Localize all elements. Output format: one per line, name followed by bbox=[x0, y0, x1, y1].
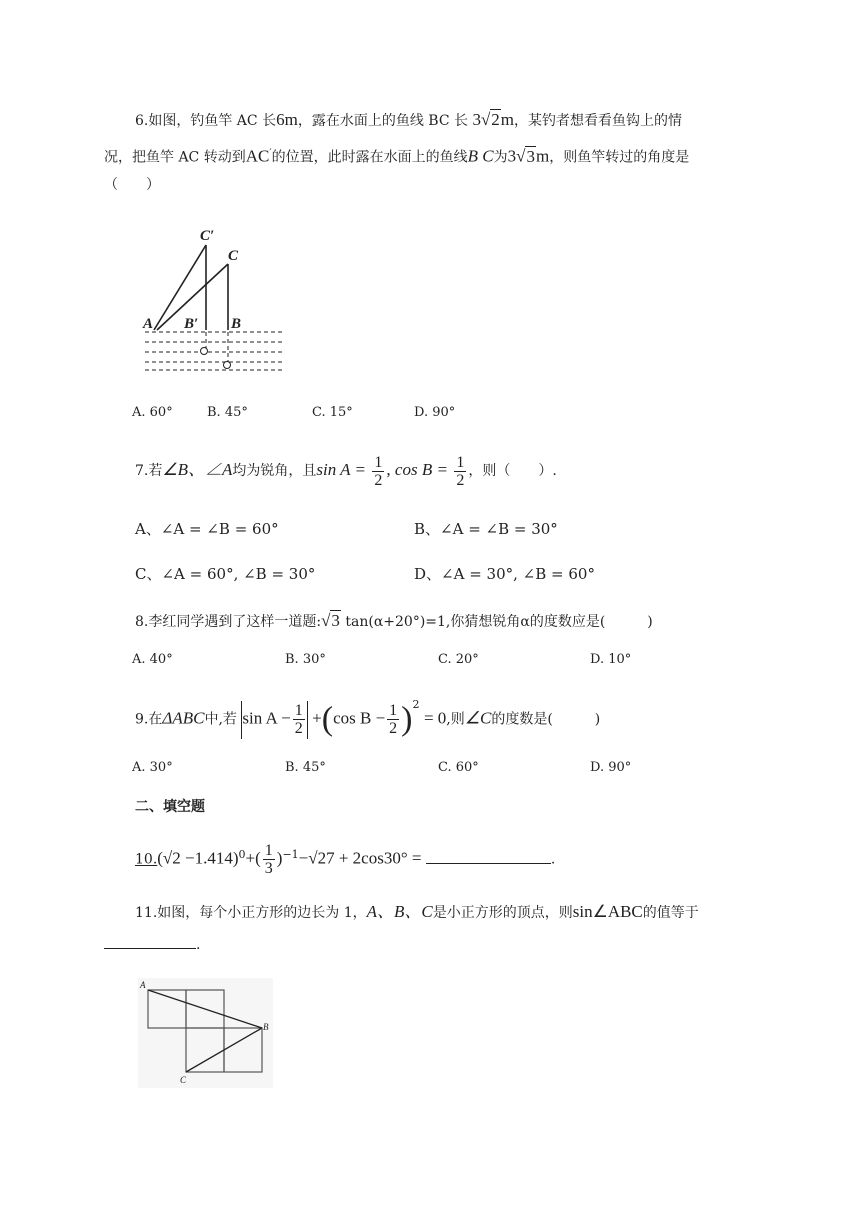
q6-text: ，露在水面上的鱼线 BC 长 bbox=[297, 113, 468, 129]
numerator: 1 bbox=[456, 453, 465, 471]
label-c: C bbox=[228, 248, 239, 264]
q6-ac-prime: AC bbox=[245, 146, 270, 166]
q10-expr-b: −√27 + 2cos30° = bbox=[298, 848, 422, 868]
q11-text: 是小正方形的顶点，则 bbox=[432, 905, 573, 921]
q11-line2 bbox=[104, 935, 200, 955]
q7-text: ，则（ ）. bbox=[468, 463, 557, 479]
q6-text: ，则鱼竿转过的角度是 bbox=[549, 149, 690, 166]
q9-text: 9.在 bbox=[135, 711, 163, 728]
q6-bc-coef: 3 bbox=[472, 110, 481, 129]
q9-fraction-half bbox=[293, 702, 305, 737]
q6-bc-unit: m bbox=[500, 110, 515, 129]
q10-label: 10. bbox=[135, 851, 158, 868]
label-a: A bbox=[143, 316, 154, 332]
label-b: B bbox=[231, 316, 242, 332]
denominator: 2 bbox=[294, 720, 303, 738]
q7-option-c[interactable]: C、∠A = 60°, ∠B = 30° bbox=[135, 565, 316, 583]
q7-fraction-half bbox=[454, 454, 466, 489]
q6-line2: 况，把鱼竿 AC 转动到AC′的位置，此时露在水面上的鱼线B C为3√3m，则鱼竿转过的角度是 bbox=[104, 146, 690, 166]
q7-cos-b: , cos B = bbox=[386, 460, 448, 479]
label-c: C bbox=[180, 1075, 187, 1085]
q10-end: . bbox=[550, 851, 556, 868]
q7-option-b[interactable]: B、∠A = ∠B = 30° bbox=[414, 520, 558, 538]
q11-text: 的值等于 bbox=[642, 905, 699, 921]
q7-angles: ∠B、∠A bbox=[162, 460, 233, 479]
section-fill-in-title: 二、填空题 bbox=[135, 799, 205, 815]
q10-plus: +( bbox=[245, 848, 261, 868]
hook-icon bbox=[224, 362, 231, 369]
denominator: 3 bbox=[264, 860, 273, 878]
q11-answer-blank[interactable] bbox=[104, 948, 196, 949]
q11-line1 bbox=[135, 902, 699, 923]
q11-grid-figure bbox=[138, 978, 273, 1088]
denominator: 2 bbox=[456, 471, 465, 489]
q10-expr-a: (√2 −1.414) bbox=[157, 848, 239, 868]
q9-text: 中,若 bbox=[204, 711, 237, 728]
q6-option-a[interactable]: A. 60° bbox=[132, 405, 173, 420]
q11-text: 11.如图，每个小正方形的边长为 1， bbox=[135, 905, 367, 921]
q7-option-d[interactable]: D、∠A = 30°, ∠B = 60° bbox=[414, 565, 595, 583]
q6-text: 况，把鱼竿 AC 转动到 bbox=[104, 149, 246, 166]
q9-stem: 9.在ΔABC中,若 sin A − $\frac{1}{2}$ +(cos B − $\frac{1}{2}$ )$^2$ = 0,则∠C的度数是( ) bbox=[135, 698, 601, 738]
q8-text: 8.李红同学遇到了这样一道题: bbox=[135, 614, 322, 630]
denominator: 2 bbox=[389, 720, 398, 738]
q6-line1: 6.如图，钓鱼竿 AC 长6m，露在水面上的鱼线 BC 长 3√2m，某钓者想看看鱼钩上的情 bbox=[135, 110, 683, 129]
q6-paren: （ ） bbox=[104, 177, 160, 193]
q7-fraction-half bbox=[372, 454, 384, 489]
numerator: 1 bbox=[264, 842, 273, 860]
q6-option-d[interactable]: D. 90° bbox=[414, 405, 456, 420]
q11-sin-abc: sin∠ABC bbox=[572, 902, 643, 921]
label-c-prime: C′ bbox=[200, 228, 215, 244]
q6-option-c[interactable]: C. 15° bbox=[312, 405, 353, 420]
q6-text: 6.如图，钓鱼竿 AC 长 bbox=[135, 113, 277, 129]
q9-option-d[interactable]: D. 90° bbox=[590, 760, 632, 775]
q7-option-a[interactable]: A、∠A = ∠B = 60° bbox=[135, 520, 279, 538]
q6-text: ，某钓者想看看鱼钩上的情 bbox=[514, 113, 683, 129]
label-b-prime: B′ bbox=[184, 316, 199, 332]
numerator: 1 bbox=[389, 702, 398, 720]
q6-fishing-rod-figure bbox=[140, 220, 290, 380]
q9-angle-c: ∠C bbox=[464, 708, 492, 728]
q9-plus: + bbox=[312, 708, 322, 728]
q9-sin-part: sin A − bbox=[242, 708, 291, 728]
q11-end: . bbox=[196, 937, 201, 953]
q9-square: 2 bbox=[412, 698, 420, 711]
denominator: 2 bbox=[374, 471, 383, 489]
q9-eq-zero: = 0 bbox=[423, 708, 447, 728]
q9-triangle: ΔABC bbox=[162, 708, 205, 728]
q10-fraction-third bbox=[263, 842, 275, 877]
q9-option-a[interactable]: A. 30° bbox=[132, 760, 173, 775]
q9-text: 的度数是( ) bbox=[491, 711, 601, 728]
hook-icon bbox=[201, 348, 208, 355]
q9-option-c[interactable]: C. 60° bbox=[438, 760, 479, 775]
label-a: A bbox=[140, 980, 146, 990]
q6-ac-length: 6m bbox=[276, 110, 298, 129]
q6-bcp-coef: 3 bbox=[507, 146, 517, 166]
q7-text: 均为锐角，且 bbox=[232, 463, 317, 479]
q8-option-d[interactable]: D. 10° bbox=[590, 652, 632, 667]
q7-stem bbox=[135, 450, 557, 491]
q6-text: 为 bbox=[493, 149, 508, 166]
q8-option-a[interactable]: A. 40° bbox=[132, 652, 173, 667]
q6-text: 的位置，此时露在水面上的鱼线 bbox=[271, 149, 468, 166]
q10-exp0: 0 bbox=[238, 848, 246, 861]
q10-close: ) bbox=[276, 848, 283, 868]
numerator: 1 bbox=[374, 453, 383, 471]
q6-bcp-unit: m bbox=[535, 146, 550, 166]
q9-fraction-half bbox=[387, 702, 399, 737]
q7-text: 7.若 bbox=[135, 463, 163, 479]
q6-bc-radicand: 2 bbox=[491, 110, 500, 129]
q8-option-c[interactable]: C. 20° bbox=[438, 652, 479, 667]
q11-points: A、B、C bbox=[366, 902, 433, 921]
q8-option-b[interactable]: B. 30° bbox=[285, 652, 326, 667]
q10-answer-blank[interactable] bbox=[426, 863, 551, 864]
numerator: 1 bbox=[294, 702, 303, 720]
q8-text: tan(α+20°)=1,你猜想锐角α的度数应是( ) bbox=[345, 614, 653, 630]
q9-option-b[interactable]: B. 45° bbox=[285, 760, 326, 775]
q7-sin-a: sin A = bbox=[316, 460, 366, 479]
q6-bcp-radicand: 3 bbox=[526, 146, 535, 166]
q10-exp-neg1: −1 bbox=[282, 848, 299, 861]
label-b: B bbox=[263, 1022, 269, 1032]
q9-cos-part: cos B − bbox=[333, 708, 386, 728]
q8-stem: 8.李红同学遇到了这样一道题:√3 tan(α+20°)=1,你猜想锐角α的度数应是( ) bbox=[135, 611, 653, 630]
q10-stem bbox=[135, 832, 555, 883]
q6-bc-prime: B C bbox=[467, 146, 494, 166]
q8-sqrt3: 3 bbox=[331, 611, 340, 630]
q9-text: ,则 bbox=[446, 711, 465, 728]
q6-option-b[interactable]: B. 45° bbox=[207, 405, 248, 420]
